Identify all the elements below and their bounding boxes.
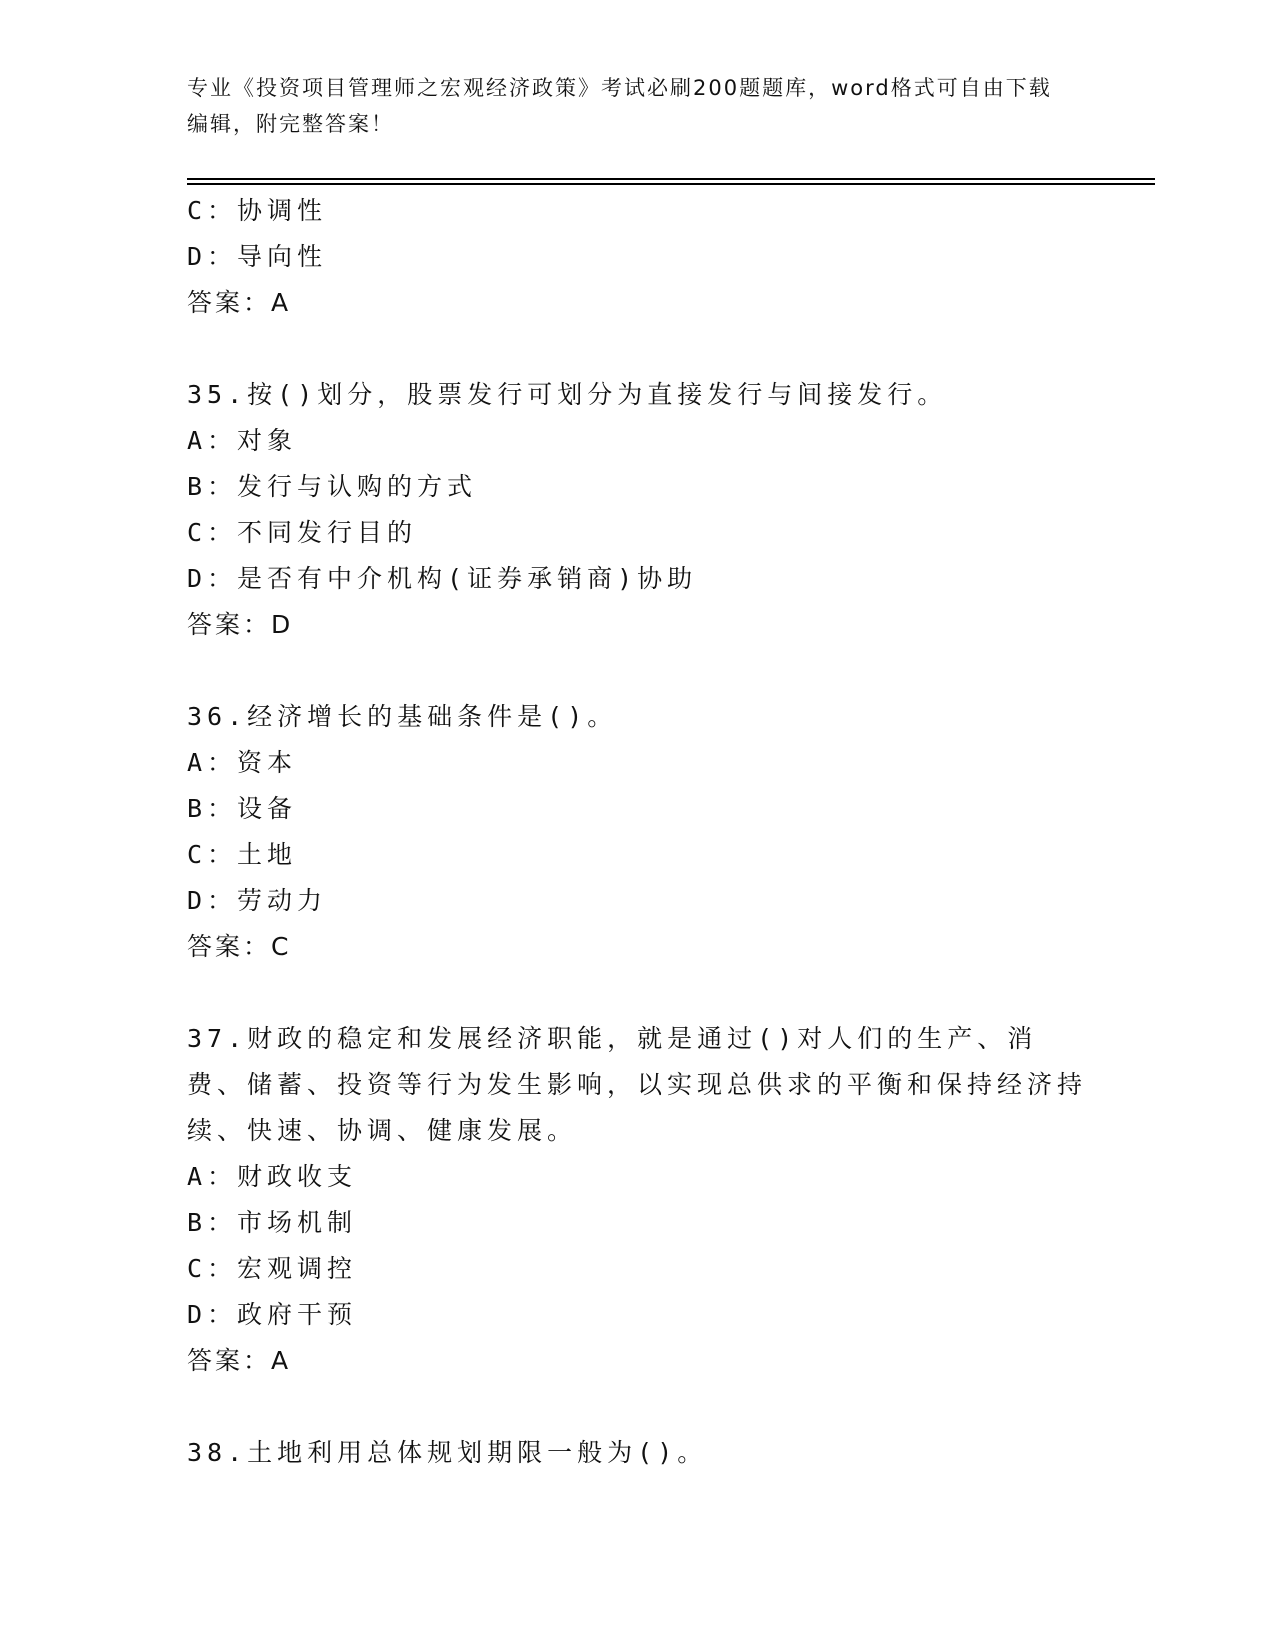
- option-a: A：财政收支: [187, 1162, 358, 1191]
- option-c: C：协调性: [187, 196, 328, 225]
- option-d: D：导向性: [187, 242, 328, 271]
- question-38: [187, 1430, 1087, 1476]
- option-a: A：资本: [187, 748, 298, 777]
- question-35: [187, 372, 1087, 648]
- answer-label: 答案：C: [187, 932, 292, 961]
- question-list: [187, 188, 1087, 1476]
- header-rule-bottom: [187, 183, 1155, 185]
- header-text: 专业《投资项目管理师之宏观经济政策》考试必刷200题题库，word格式可自由下载编辑，附完整答案！: [187, 76, 1052, 136]
- question-stem: 37.财政的稳定和发展经济职能，就是通过()对人们的生产、消费、储蓄、投资等行为发生影响，以实现总供求的平衡和保持经济持续、快速、协调、健康发展。: [187, 1024, 1088, 1145]
- option-d: D：劳动力: [187, 886, 328, 915]
- answer-label: 答案：D: [187, 610, 294, 639]
- question-37: [187, 1016, 1087, 1384]
- option-c: C：宏观调控: [187, 1254, 358, 1283]
- answer-label: 答案：A: [187, 288, 292, 317]
- option-d: D：政府干预: [187, 1300, 358, 1329]
- option-b: B：市场机制: [187, 1208, 358, 1237]
- option-a: A：对象: [187, 426, 298, 455]
- question-stem: 35.按()划分，股票发行可划分为直接发行与间接发行。: [187, 380, 948, 409]
- question-36: [187, 694, 1087, 970]
- page-header: [187, 70, 1067, 142]
- option-b: B：设备: [187, 794, 298, 823]
- header-rule-top: [187, 178, 1155, 180]
- answer-label: 答案：A: [187, 1346, 292, 1375]
- question-stem: 36.经济增长的基础条件是()。: [187, 702, 618, 731]
- option-c: C：不同发行目的: [187, 518, 418, 547]
- option-c: C：土地: [187, 840, 298, 869]
- option-d: D：是否有中介机构(证券承销商)协助: [187, 564, 698, 593]
- question-stem: 38.土地利用总体规划期限一般为()。: [187, 1438, 708, 1467]
- option-b: B：发行与认购的方式: [187, 472, 478, 501]
- carryover-block: [187, 188, 1087, 326]
